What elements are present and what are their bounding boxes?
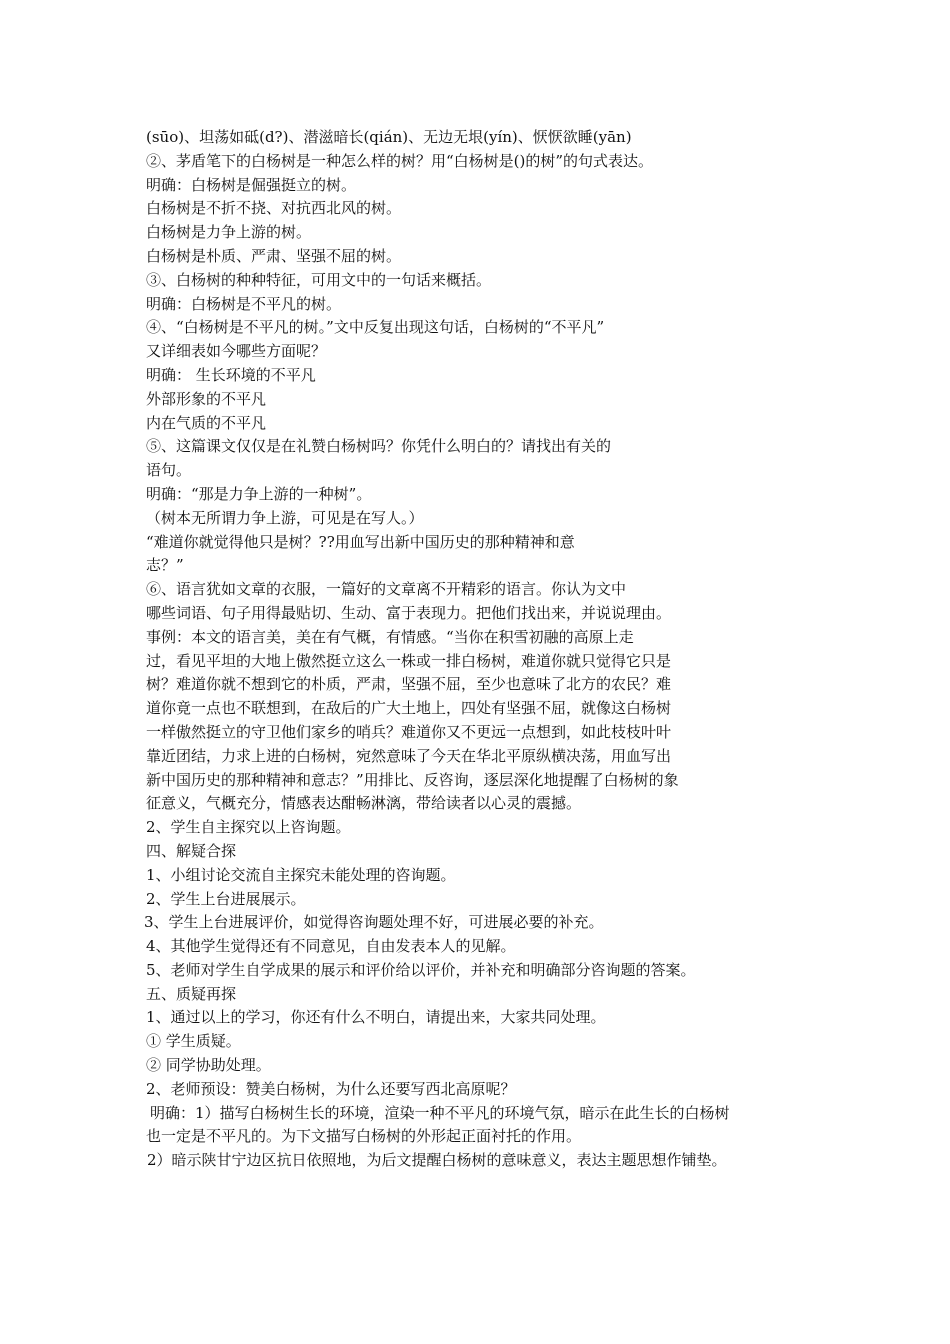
text-line: 明确：“那是力争上游的一种树”。	[146, 484, 372, 503]
text-line: ② 同学协助处理。	[146, 1056, 271, 1075]
text-line: ⑤、这篇课文仅仅是在礼赞白杨树吗？你凭什么明白的？请找出有关的	[146, 437, 612, 456]
text-line: ① 学生质疑。	[146, 1032, 241, 1051]
text-line: “难道你就觉得他只是树？??用血写出新中国历史的那种精神和意	[146, 532, 575, 551]
text-line: 靠近团结，力求上进的白杨树，宛然意味了今天在华北平原纵横决荡，用血写出	[146, 746, 672, 765]
text-line: 白杨树是力争上游的树。	[146, 223, 312, 242]
text-line: ③、白杨树的种种特征，可用文中的一句话来概括。	[146, 270, 492, 289]
text-line: 明确：白杨树是不平凡的树。	[146, 294, 342, 313]
text-line: 1、小组讨论交流自主探究未能处理的咨询题。	[146, 865, 456, 884]
text-line: 也一定是不平凡的。为下文描写白杨树的外形起正面衬托的作用。	[146, 1127, 582, 1146]
text-line: ②、茅盾笔下的白杨树是一种怎么样的树？用“白杨树是()的树”的句式表达。	[146, 151, 654, 170]
text-line: 白杨树是朴质、严肃、坚强不屈的树。	[146, 246, 402, 265]
text-line: 树？难道你就不想到它的朴质，严肃，坚强不屈，至少也意味了北方的农民？难	[146, 675, 672, 694]
text-line: 哪些词语、句子用得最贴切、生动、富于表现力。把他们找出来，并说说理由。	[146, 603, 672, 622]
text-line: 语句。	[146, 461, 192, 480]
text-line: 2）暗示陕甘宁边区抗日依照地，为后文提醒白杨树的意味意义，表达主题思想作铺垫。	[147, 1151, 727, 1170]
text-line: 新中国历史的那种精神和意志？”用排比、反咨询，逐层深化地提醒了白杨树的象	[146, 770, 679, 789]
text-line: 内在气质的不平凡	[146, 413, 267, 432]
text-line: 一样傲然挺立的守卫他们家乡的哨兵？难道你又不更远一点想到，如此枝枝叶叶	[146, 722, 672, 741]
text-line: 白杨树是不折不挠、对抗西北风的树。	[146, 199, 402, 218]
text-line: 5、老师对学生自学成果的展示和评价给以评价，并补充和明确部分咨询题的答案。	[146, 960, 696, 979]
text-line: 又详细表如今哪些方面呢？	[146, 342, 327, 361]
text-line: 志？”	[146, 556, 184, 575]
text-line: 明确：1）描写白杨树生长的环境，渲染一种不平凡的环境气氛，暗示在此生长的白杨树	[150, 1103, 730, 1122]
section-heading: 四、解疑合探	[146, 841, 237, 860]
text-line: 1、通过以上的学习，你还有什么不明白，请提出来，大家共同处理。	[146, 1008, 606, 1027]
document-body	[146, 126, 846, 1173]
text-line: 明确： 生长环境的不平凡	[146, 365, 316, 384]
text-line: 2、学生上台进展展示。	[146, 889, 306, 908]
text-line: 道你竟一点也不联想到，在敌后的广大土地上，四处有坚强不屈，就像这白杨树	[146, 699, 672, 718]
text-line: 4、其他学生觉得还有不同意见，自由发表本人的见解。	[146, 937, 516, 956]
text-line: ④、“白杨树是不平凡的树。”文中反复出现这句话，白杨树的“不平凡”	[146, 318, 605, 337]
text-line: 征意义，气概充分，情感表达酣畅淋漓，带给读者以心灵的震撼。	[146, 794, 582, 813]
text-line: 外部形象的不平凡	[146, 389, 267, 408]
text-line: (sūo)、坦荡如砥(d?)、潜滋暗长(qián)、无边无垠(yín)、恹恹欲睡(yān)	[146, 128, 632, 146]
text-line: （树本无所谓力争上游，可见是在写人。）	[146, 508, 424, 527]
section-heading: 五、质疑再探	[146, 984, 237, 1003]
text-line: 过，看见平坦的大地上傲然挺立这么一株或一排白杨树，难道你就只觉得它只是	[146, 651, 672, 670]
text-line: 2、老师预设：赞美白杨树，为什么还要写西北高原呢？	[146, 1079, 516, 1098]
text-line: 事例：本文的语言美，美在有气概，有情感。“当你在积雪初融的高原上走	[146, 627, 634, 646]
text-line: 2、学生自主探究以上咨询题。	[146, 818, 351, 837]
text-line: 明确：白杨树是倔强挺立的树。	[146, 175, 357, 194]
text-line: 3、学生上台进展评价，如觉得咨询题处理不好，可进展必要的补充。	[144, 913, 604, 932]
text-line: ⑥、语言犹如文章的衣服，一篇好的文章离不开精彩的语言。你认为文中	[146, 580, 627, 599]
